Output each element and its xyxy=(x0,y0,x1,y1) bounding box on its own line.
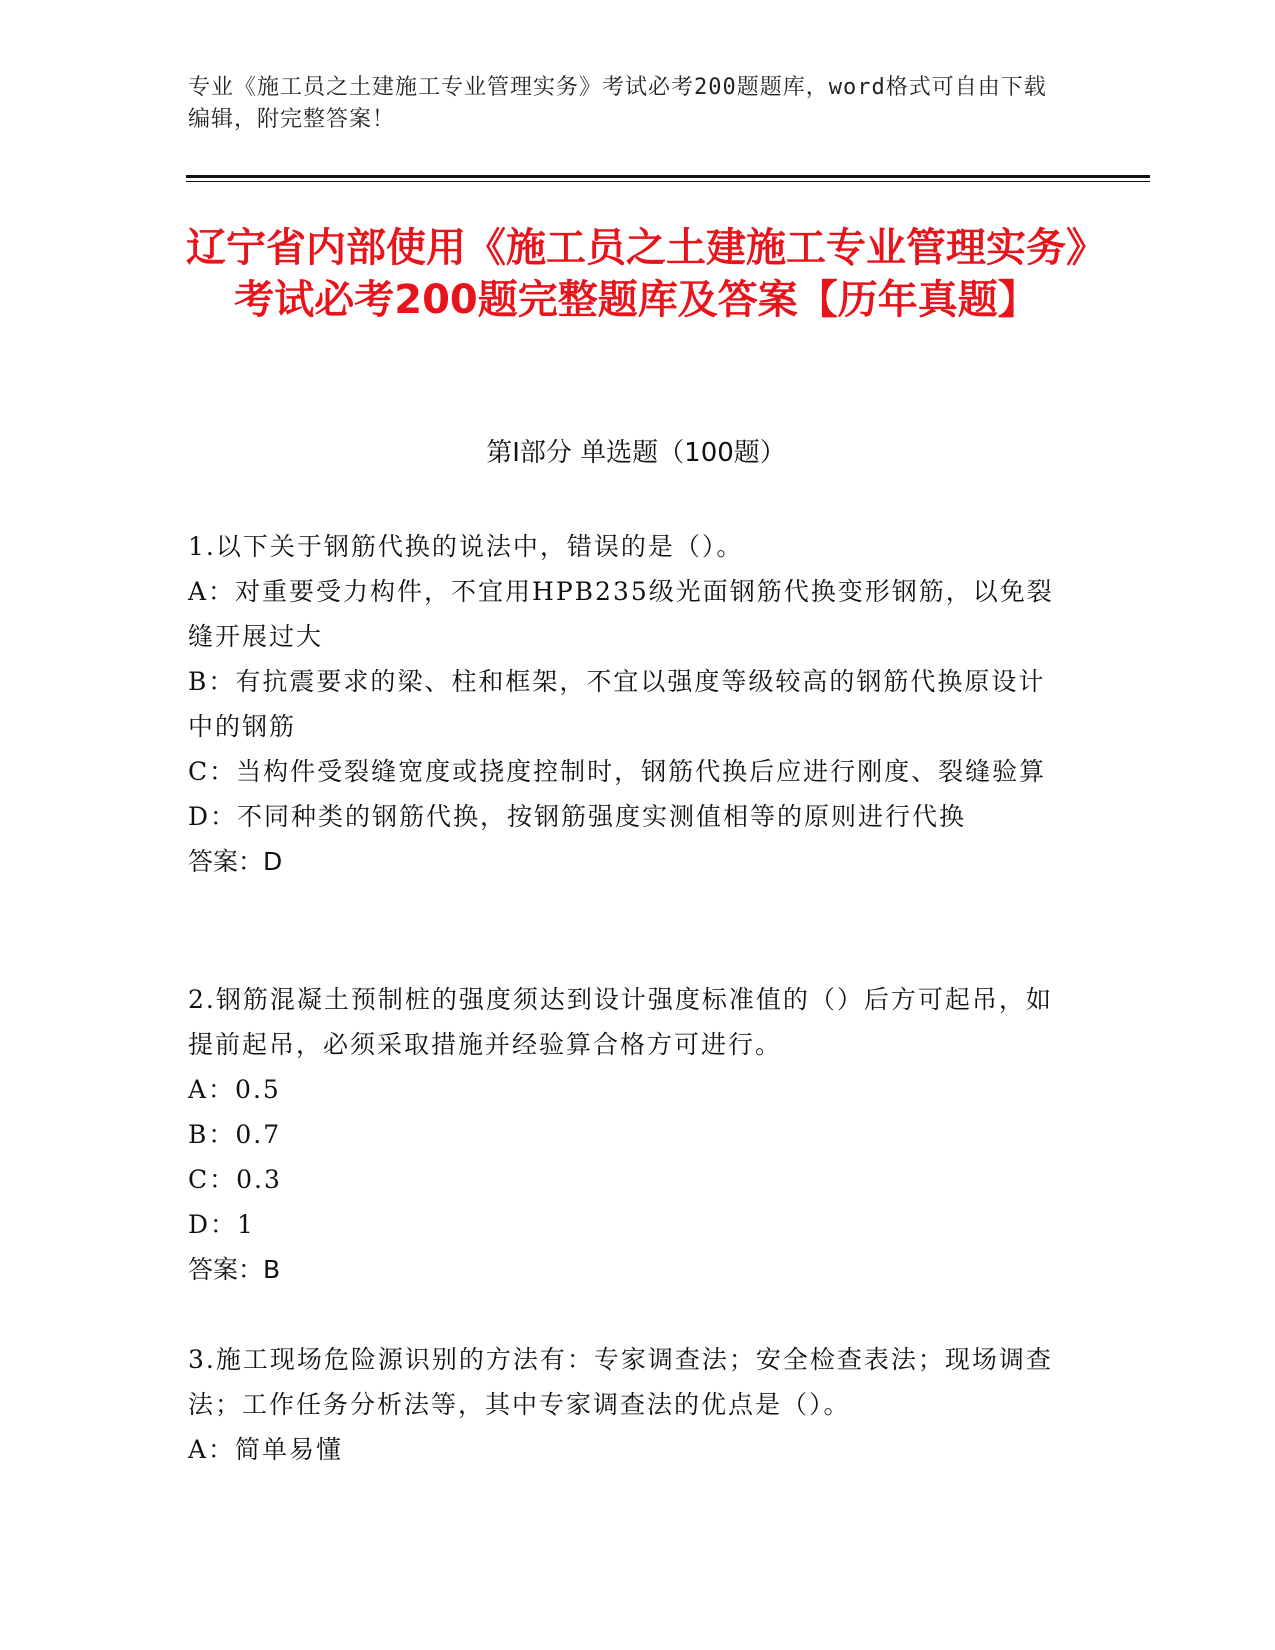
option-b: B：0.7 xyxy=(188,1120,282,1149)
question-stem: 3.施工现场危险源识别的方法有：专家调查法；安全检查表法；现场调查法；工作任务分析法等，其中专家调查法的优点是（）。 xyxy=(188,1345,1053,1419)
question-2 xyxy=(188,977,1068,1292)
header-note: 专业《施工员之土建施工专业管理实务》考试必考200题题库，word格式可自由下载编辑，附完整答案！ xyxy=(188,75,1047,132)
question-stem: 1.以下关于钢筋代换的说法中，错误的是（）。 xyxy=(188,532,744,561)
option-a: A：对重要受力构件，不宜用HPB235级光面钢筋代换变形钢筋，以免裂缝开展过大 xyxy=(188,577,1054,651)
option-b: B：有抗震要求的梁、柱和框架，不宜以强度等级较高的钢筋代换原设计中的钢筋 xyxy=(188,667,1046,741)
option-c: C：当构件受裂缝宽度或挠度控制时，钢筋代换后应进行刚度、裂缝验算 xyxy=(188,757,1047,786)
option-d: D：1 xyxy=(188,1210,255,1239)
header-rule-thick xyxy=(186,175,1150,178)
answer-label: 答案：B xyxy=(188,1255,281,1284)
option-a: A：0.5 xyxy=(188,1075,281,1104)
option-c: C：0.3 xyxy=(188,1165,282,1194)
question-stem: 2.钢筋混凝土预制桩的强度须达到设计强度标准值的（）后方可起吊，如提前起吊，必须采取措施并经验算合格方可进行。 xyxy=(188,985,1053,1059)
document-title: 辽宁省内部使用《施工员之土建施工专业管理实务》考试必考200题完整题库及答案【历年真题】 xyxy=(186,225,1086,323)
question-3 xyxy=(188,1337,1068,1472)
header-rule-thin xyxy=(186,181,1150,182)
question-1 xyxy=(188,524,1068,884)
answer-label: 答案：D xyxy=(188,847,283,876)
section-title: 第I部分 单选题（100题） xyxy=(486,438,786,468)
option-a: A：简单易懂 xyxy=(188,1435,344,1464)
option-d: D：不同种类的钢筋代换，按钢筋强度实测值相等的原则进行代换 xyxy=(188,802,967,831)
